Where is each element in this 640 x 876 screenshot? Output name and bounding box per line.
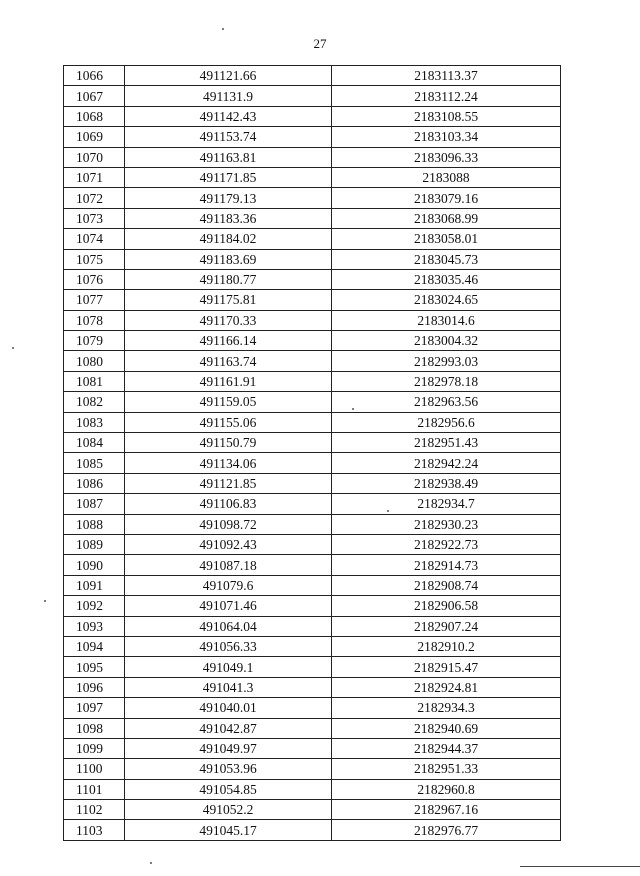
point-number-cell: 1079	[64, 331, 125, 351]
table-row	[64, 779, 561, 799]
x-coordinate-cell: 491040.01	[125, 698, 332, 718]
x-coordinate-cell: 491042.87	[125, 718, 332, 738]
table-row	[64, 290, 561, 310]
x-coordinate-cell: 491049.1	[125, 657, 332, 677]
point-number-cell: 1074	[64, 229, 125, 249]
point-number-cell: 1089	[64, 534, 125, 554]
table-row	[64, 106, 561, 126]
scan-speck	[387, 510, 389, 512]
table-row	[64, 657, 561, 677]
point-number-cell: 1078	[64, 310, 125, 330]
table-row	[64, 331, 561, 351]
x-coordinate-cell: 491161.91	[125, 371, 332, 391]
table-row	[64, 249, 561, 269]
table-row	[64, 698, 561, 718]
table-row	[64, 555, 561, 575]
y-coordinate-cell: 2182960.8	[332, 779, 561, 799]
table-row	[64, 677, 561, 697]
y-coordinate-cell: 2182951.33	[332, 759, 561, 779]
scan-speck	[44, 600, 46, 602]
table-row	[64, 800, 561, 820]
table-row	[64, 167, 561, 187]
x-coordinate-cell: 491056.33	[125, 636, 332, 656]
x-coordinate-cell: 491180.77	[125, 269, 332, 289]
y-coordinate-cell: 2182938.49	[332, 473, 561, 493]
table-row	[64, 759, 561, 779]
point-number-cell: 1099	[64, 738, 125, 758]
y-coordinate-cell: 2182924.81	[332, 677, 561, 697]
x-coordinate-cell: 491163.74	[125, 351, 332, 371]
table-row	[64, 820, 561, 840]
point-number-cell: 1068	[64, 106, 125, 126]
y-coordinate-cell: 2183014.6	[332, 310, 561, 330]
x-coordinate-cell: 491170.33	[125, 310, 332, 330]
y-coordinate-cell: 2182915.47	[332, 657, 561, 677]
y-coordinate-cell: 2182944.37	[332, 738, 561, 758]
y-coordinate-cell: 2183079.16	[332, 188, 561, 208]
y-coordinate-cell: 2182993.03	[332, 351, 561, 371]
x-coordinate-cell: 491079.6	[125, 575, 332, 595]
coordinate-table	[63, 65, 561, 841]
table-row	[64, 596, 561, 616]
x-coordinate-cell: 491121.85	[125, 473, 332, 493]
x-coordinate-cell: 491175.81	[125, 290, 332, 310]
y-coordinate-cell: 2182914.73	[332, 555, 561, 575]
y-coordinate-cell: 2182910.2	[332, 636, 561, 656]
point-number-cell: 1097	[64, 698, 125, 718]
point-number-cell: 1073	[64, 208, 125, 228]
table-row	[64, 127, 561, 147]
point-number-cell: 1077	[64, 290, 125, 310]
table-row	[64, 188, 561, 208]
table-row	[64, 392, 561, 412]
point-number-cell: 1088	[64, 514, 125, 534]
y-coordinate-cell: 2183113.37	[332, 66, 561, 86]
x-coordinate-cell: 491159.05	[125, 392, 332, 412]
x-coordinate-cell: 491131.9	[125, 86, 332, 106]
table-row	[64, 514, 561, 534]
x-coordinate-cell: 491054.85	[125, 779, 332, 799]
y-coordinate-cell: 2182934.3	[332, 698, 561, 718]
y-coordinate-cell: 2183103.34	[332, 127, 561, 147]
y-coordinate-cell: 2183004.32	[332, 331, 561, 351]
point-number-cell: 1103	[64, 820, 125, 840]
x-coordinate-cell: 491183.69	[125, 249, 332, 269]
scan-speck	[150, 862, 152, 864]
y-coordinate-cell: 2183045.73	[332, 249, 561, 269]
y-coordinate-cell: 2182963.56	[332, 392, 561, 412]
y-coordinate-cell: 2183096.33	[332, 147, 561, 167]
table-row	[64, 534, 561, 554]
x-coordinate-cell: 491106.83	[125, 494, 332, 514]
y-coordinate-cell: 2183108.55	[332, 106, 561, 126]
x-coordinate-cell: 491092.43	[125, 534, 332, 554]
table-row	[64, 433, 561, 453]
table-body	[64, 66, 561, 841]
y-coordinate-cell: 2182930.23	[332, 514, 561, 534]
table-row	[64, 66, 561, 86]
point-number-cell: 1095	[64, 657, 125, 677]
x-coordinate-cell: 491121.66	[125, 66, 332, 86]
y-coordinate-cell: 2182976.77	[332, 820, 561, 840]
point-number-cell: 1087	[64, 494, 125, 514]
y-coordinate-cell: 2183058.01	[332, 229, 561, 249]
table-row	[64, 310, 561, 330]
x-coordinate-cell: 491049.97	[125, 738, 332, 758]
x-coordinate-cell: 491053.96	[125, 759, 332, 779]
y-coordinate-cell: 2182951.43	[332, 433, 561, 453]
x-coordinate-cell: 491166.14	[125, 331, 332, 351]
x-coordinate-cell: 491134.06	[125, 453, 332, 473]
point-number-cell: 1084	[64, 433, 125, 453]
table-row	[64, 229, 561, 249]
x-coordinate-cell: 491153.74	[125, 127, 332, 147]
point-number-cell: 1085	[64, 453, 125, 473]
table-row	[64, 371, 561, 391]
x-coordinate-cell: 491045.17	[125, 820, 332, 840]
table-row	[64, 86, 561, 106]
x-coordinate-cell: 491179.13	[125, 188, 332, 208]
x-coordinate-cell: 491052.2	[125, 800, 332, 820]
y-coordinate-cell: 2183088	[332, 167, 561, 187]
table-row	[64, 494, 561, 514]
page-number: 27	[313, 36, 327, 51]
table-row	[64, 453, 561, 473]
table-row	[64, 738, 561, 758]
x-coordinate-cell: 491155.06	[125, 412, 332, 432]
x-coordinate-cell: 491163.81	[125, 147, 332, 167]
bottom-rule	[520, 866, 640, 867]
point-number-cell: 1091	[64, 575, 125, 595]
point-number-cell: 1090	[64, 555, 125, 575]
x-coordinate-cell: 491041.3	[125, 677, 332, 697]
x-coordinate-cell: 491098.72	[125, 514, 332, 534]
point-number-cell: 1094	[64, 636, 125, 656]
point-number-cell: 1072	[64, 188, 125, 208]
point-number-cell: 1083	[64, 412, 125, 432]
x-coordinate-cell: 491184.02	[125, 229, 332, 249]
y-coordinate-cell: 2182934.7	[332, 494, 561, 514]
table-row	[64, 147, 561, 167]
point-number-cell: 1093	[64, 616, 125, 636]
y-coordinate-cell: 2182908.74	[332, 575, 561, 595]
table-row	[64, 616, 561, 636]
point-number-cell: 1100	[64, 759, 125, 779]
point-number-cell: 1066	[64, 66, 125, 86]
point-number-cell: 1086	[64, 473, 125, 493]
table-row	[64, 718, 561, 738]
scan-speck	[352, 408, 354, 410]
y-coordinate-cell: 2182956.6	[332, 412, 561, 432]
x-coordinate-cell: 491064.04	[125, 616, 332, 636]
point-number-cell: 1075	[64, 249, 125, 269]
point-number-cell: 1069	[64, 127, 125, 147]
y-coordinate-cell: 2183068.99	[332, 208, 561, 228]
y-coordinate-cell: 2182967.16	[332, 800, 561, 820]
scan-speck	[12, 347, 14, 349]
x-coordinate-cell: 491171.85	[125, 167, 332, 187]
point-number-cell: 1067	[64, 86, 125, 106]
x-coordinate-cell: 491183.36	[125, 208, 332, 228]
y-coordinate-cell: 2182940.69	[332, 718, 561, 738]
x-coordinate-cell: 491142.43	[125, 106, 332, 126]
point-number-cell: 1102	[64, 800, 125, 820]
x-coordinate-cell: 491087.18	[125, 555, 332, 575]
point-number-cell: 1071	[64, 167, 125, 187]
table-row	[64, 269, 561, 289]
scan-speck	[222, 28, 224, 30]
y-coordinate-cell: 2182978.18	[332, 371, 561, 391]
y-coordinate-cell: 2183024.65	[332, 290, 561, 310]
x-coordinate-cell: 491150.79	[125, 433, 332, 453]
point-number-cell: 1096	[64, 677, 125, 697]
y-coordinate-cell: 2182942.24	[332, 453, 561, 473]
point-number-cell: 1070	[64, 147, 125, 167]
point-number-cell: 1076	[64, 269, 125, 289]
table-row	[64, 636, 561, 656]
y-coordinate-cell: 2182907.24	[332, 616, 561, 636]
table-row	[64, 473, 561, 493]
y-coordinate-cell: 2182906.58	[332, 596, 561, 616]
table-row	[64, 351, 561, 371]
table-row	[64, 575, 561, 595]
y-coordinate-cell: 2183112.24	[332, 86, 561, 106]
y-coordinate-cell: 2182922.73	[332, 534, 561, 554]
table-row	[64, 208, 561, 228]
table-row	[64, 412, 561, 432]
point-number-cell: 1081	[64, 371, 125, 391]
point-number-cell: 1101	[64, 779, 125, 799]
point-number-cell: 1098	[64, 718, 125, 738]
y-coordinate-cell: 2183035.46	[332, 269, 561, 289]
point-number-cell: 1092	[64, 596, 125, 616]
point-number-cell: 1082	[64, 392, 125, 412]
x-coordinate-cell: 491071.46	[125, 596, 332, 616]
point-number-cell: 1080	[64, 351, 125, 371]
